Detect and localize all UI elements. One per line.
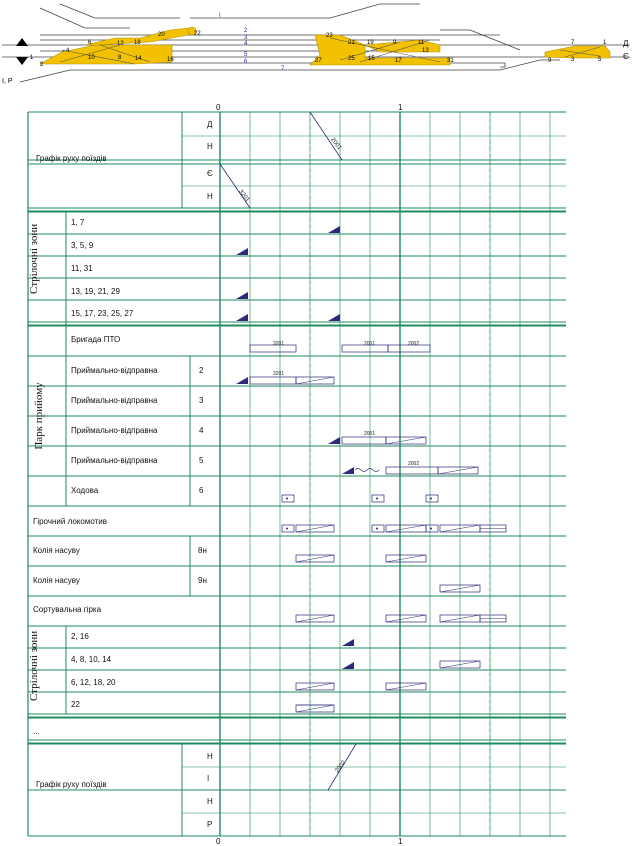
train-label: 2001 <box>329 136 343 152</box>
operation-triangle <box>342 639 354 646</box>
switch-number: 16 <box>167 57 174 63</box>
axis-bottom-0: 0 <box>216 837 221 846</box>
single-row-label: Гірочний локомотив <box>33 517 107 526</box>
graph-top-dir: Н <box>207 192 213 201</box>
zone-group-2-label: Стрілочні зони <box>28 630 40 701</box>
operation-diagonal <box>296 377 334 384</box>
wait-squiggle <box>355 469 379 472</box>
zone-row-label: 11, 31 <box>71 264 93 273</box>
park-row-label: Приймально-відправна <box>71 426 158 435</box>
operation-diagonal <box>296 705 334 712</box>
switch-number: 10 <box>88 55 95 61</box>
train-label: 3201 <box>237 188 251 204</box>
track-number: 2 <box>244 28 248 34</box>
single-row-label: Колія насуву <box>33 546 80 555</box>
switch-number: 3 <box>571 57 575 63</box>
switch-number: 7 <box>571 40 575 46</box>
switch-number: 4 <box>66 48 70 54</box>
operation-diagonal <box>386 525 426 532</box>
operation-triangle <box>236 377 248 384</box>
park-row-label: Приймально-відправна <box>71 396 158 405</box>
park-row-label: Бригада ПТО <box>71 335 121 344</box>
ellipsis-row: ... <box>33 727 40 736</box>
zone-row-label: 4, 8, 10, 14 <box>71 655 112 664</box>
single-row-label: Сортувальна гірка <box>33 605 102 614</box>
switch-number: 31 <box>447 58 454 64</box>
switch-number: 23 <box>326 33 333 39</box>
graph-bottom-title: Графік руху поїздів <box>36 780 107 789</box>
operation-tag: 2001 <box>364 431 376 437</box>
switch-number: 1 <box>603 40 607 46</box>
zone-row-label: 6, 12, 18, 20 <box>71 678 116 687</box>
zone-row-label: 22 <box>71 700 80 709</box>
switch-number: 8 <box>118 55 122 61</box>
park-row-label: Ходова <box>71 486 99 495</box>
operation-tag: 2002 <box>408 341 420 347</box>
loco-dot <box>376 498 378 500</box>
track-number: 7 <box>281 66 285 72</box>
operation-diagonal <box>386 437 426 444</box>
scheme-right-label-ye: Є <box>623 52 629 61</box>
operation-triangle <box>236 248 248 255</box>
park-group-label: Парк прийому <box>33 382 45 450</box>
operation-diagonal <box>386 555 426 562</box>
switch-number: 13 <box>422 48 429 54</box>
single-row-num: 9н <box>198 576 207 585</box>
operation-triangle <box>328 437 340 444</box>
track-number: 4 <box>244 41 248 47</box>
track-number: 6 <box>244 59 248 65</box>
operation-triangle <box>328 226 340 233</box>
operation-tag: 3201 <box>273 341 285 347</box>
switch-number: 12 <box>117 41 124 47</box>
switch-number: 19 <box>367 40 374 46</box>
switch-number: 25 <box>348 56 355 62</box>
operation-triangle <box>342 662 354 669</box>
park-row-num: 4 <box>199 426 204 435</box>
zone-row-label: 13, 19, 21, 29 <box>71 287 120 296</box>
zone-row-label: 3, 5, 9 <box>71 241 94 250</box>
switch-number: 1 <box>30 55 34 61</box>
train-label: 2002 <box>334 759 348 775</box>
park-row-num: 5 <box>199 456 204 465</box>
scheme-left-label: І, Р <box>2 78 13 85</box>
operation-triangle <box>328 314 340 321</box>
operation-bar <box>342 437 386 444</box>
operation-triangle <box>236 292 248 299</box>
switch-number: 27 <box>315 58 322 64</box>
switch-number: 5 <box>598 57 602 63</box>
track-number: 5 <box>244 52 248 58</box>
switch-number: 11 <box>418 40 425 46</box>
graph-bottom-dir: Н <box>207 752 213 761</box>
park-row-num: 3 <box>199 396 204 405</box>
switch-number: 9 <box>548 58 552 64</box>
loco-dot <box>286 498 288 500</box>
operation-diagonal <box>386 615 426 622</box>
park-row-label: Приймально-відправна <box>71 366 158 375</box>
switch-number: 21 <box>348 40 355 46</box>
switch-number: 17 <box>395 58 402 64</box>
operation-tag: 2002 <box>408 461 420 467</box>
switch-number: 15 <box>368 56 375 62</box>
operation-diagonal <box>296 525 334 532</box>
operation-diagonal <box>386 683 426 690</box>
operation-diagonal <box>296 683 334 690</box>
graph-bottom-dir: Р <box>207 820 213 829</box>
operation-tag: 3201 <box>273 371 285 377</box>
zone-row-label: 1, 7 <box>71 218 85 227</box>
axis-top-0: 0 <box>216 103 221 112</box>
zone-row-label: 15, 17, 23, 25, 27 <box>71 309 134 318</box>
operation-triangle <box>342 467 354 474</box>
graph-bottom-dir: Н <box>207 797 213 806</box>
operation-triangle <box>236 314 248 321</box>
switch-number: 14 <box>135 56 142 62</box>
graph-top-title: Графік руху поїздів <box>36 154 107 163</box>
park-row-num: 2 <box>199 366 204 375</box>
track-number: 3 <box>244 35 248 41</box>
loco-dot <box>430 498 432 500</box>
loco-dot <box>430 528 432 530</box>
axis-top-1: 1 <box>398 103 403 112</box>
switch-number: 22 <box>194 31 201 37</box>
operation-diagonal <box>296 555 334 562</box>
graph-top-dir: Є <box>207 169 213 178</box>
single-row-num: 8н <box>198 546 207 555</box>
graph-bottom-dir: І <box>207 774 210 783</box>
switch-number: 20 <box>158 32 165 38</box>
operation-bar <box>250 377 296 384</box>
park-row-num: 6 <box>199 486 204 495</box>
graph-top-dir: Д <box>207 120 213 129</box>
zone-group-1-label: Стрілочні зони <box>28 223 40 294</box>
track-number: І <box>219 13 221 19</box>
switch-number: 18 <box>134 40 141 46</box>
loco-dot <box>376 528 378 530</box>
single-row-label: Колія насуву <box>33 576 80 585</box>
scheme-right-label-d: Д <box>623 39 629 48</box>
zone-row-label: 2, 16 <box>71 632 89 641</box>
operation-tag: 2001 <box>364 341 376 347</box>
axis-bottom-1: 1 <box>398 837 403 846</box>
operation-diagonal <box>438 467 478 474</box>
graph-top-dir: Н <box>207 142 213 151</box>
switch-number: 9 <box>393 40 397 46</box>
loco-dot <box>286 528 288 530</box>
operation-diagonal <box>296 615 334 622</box>
switch-number: 2 <box>40 62 44 68</box>
switch-number: 6 <box>88 40 92 46</box>
park-row-label: Приймально-відправна <box>71 456 158 465</box>
